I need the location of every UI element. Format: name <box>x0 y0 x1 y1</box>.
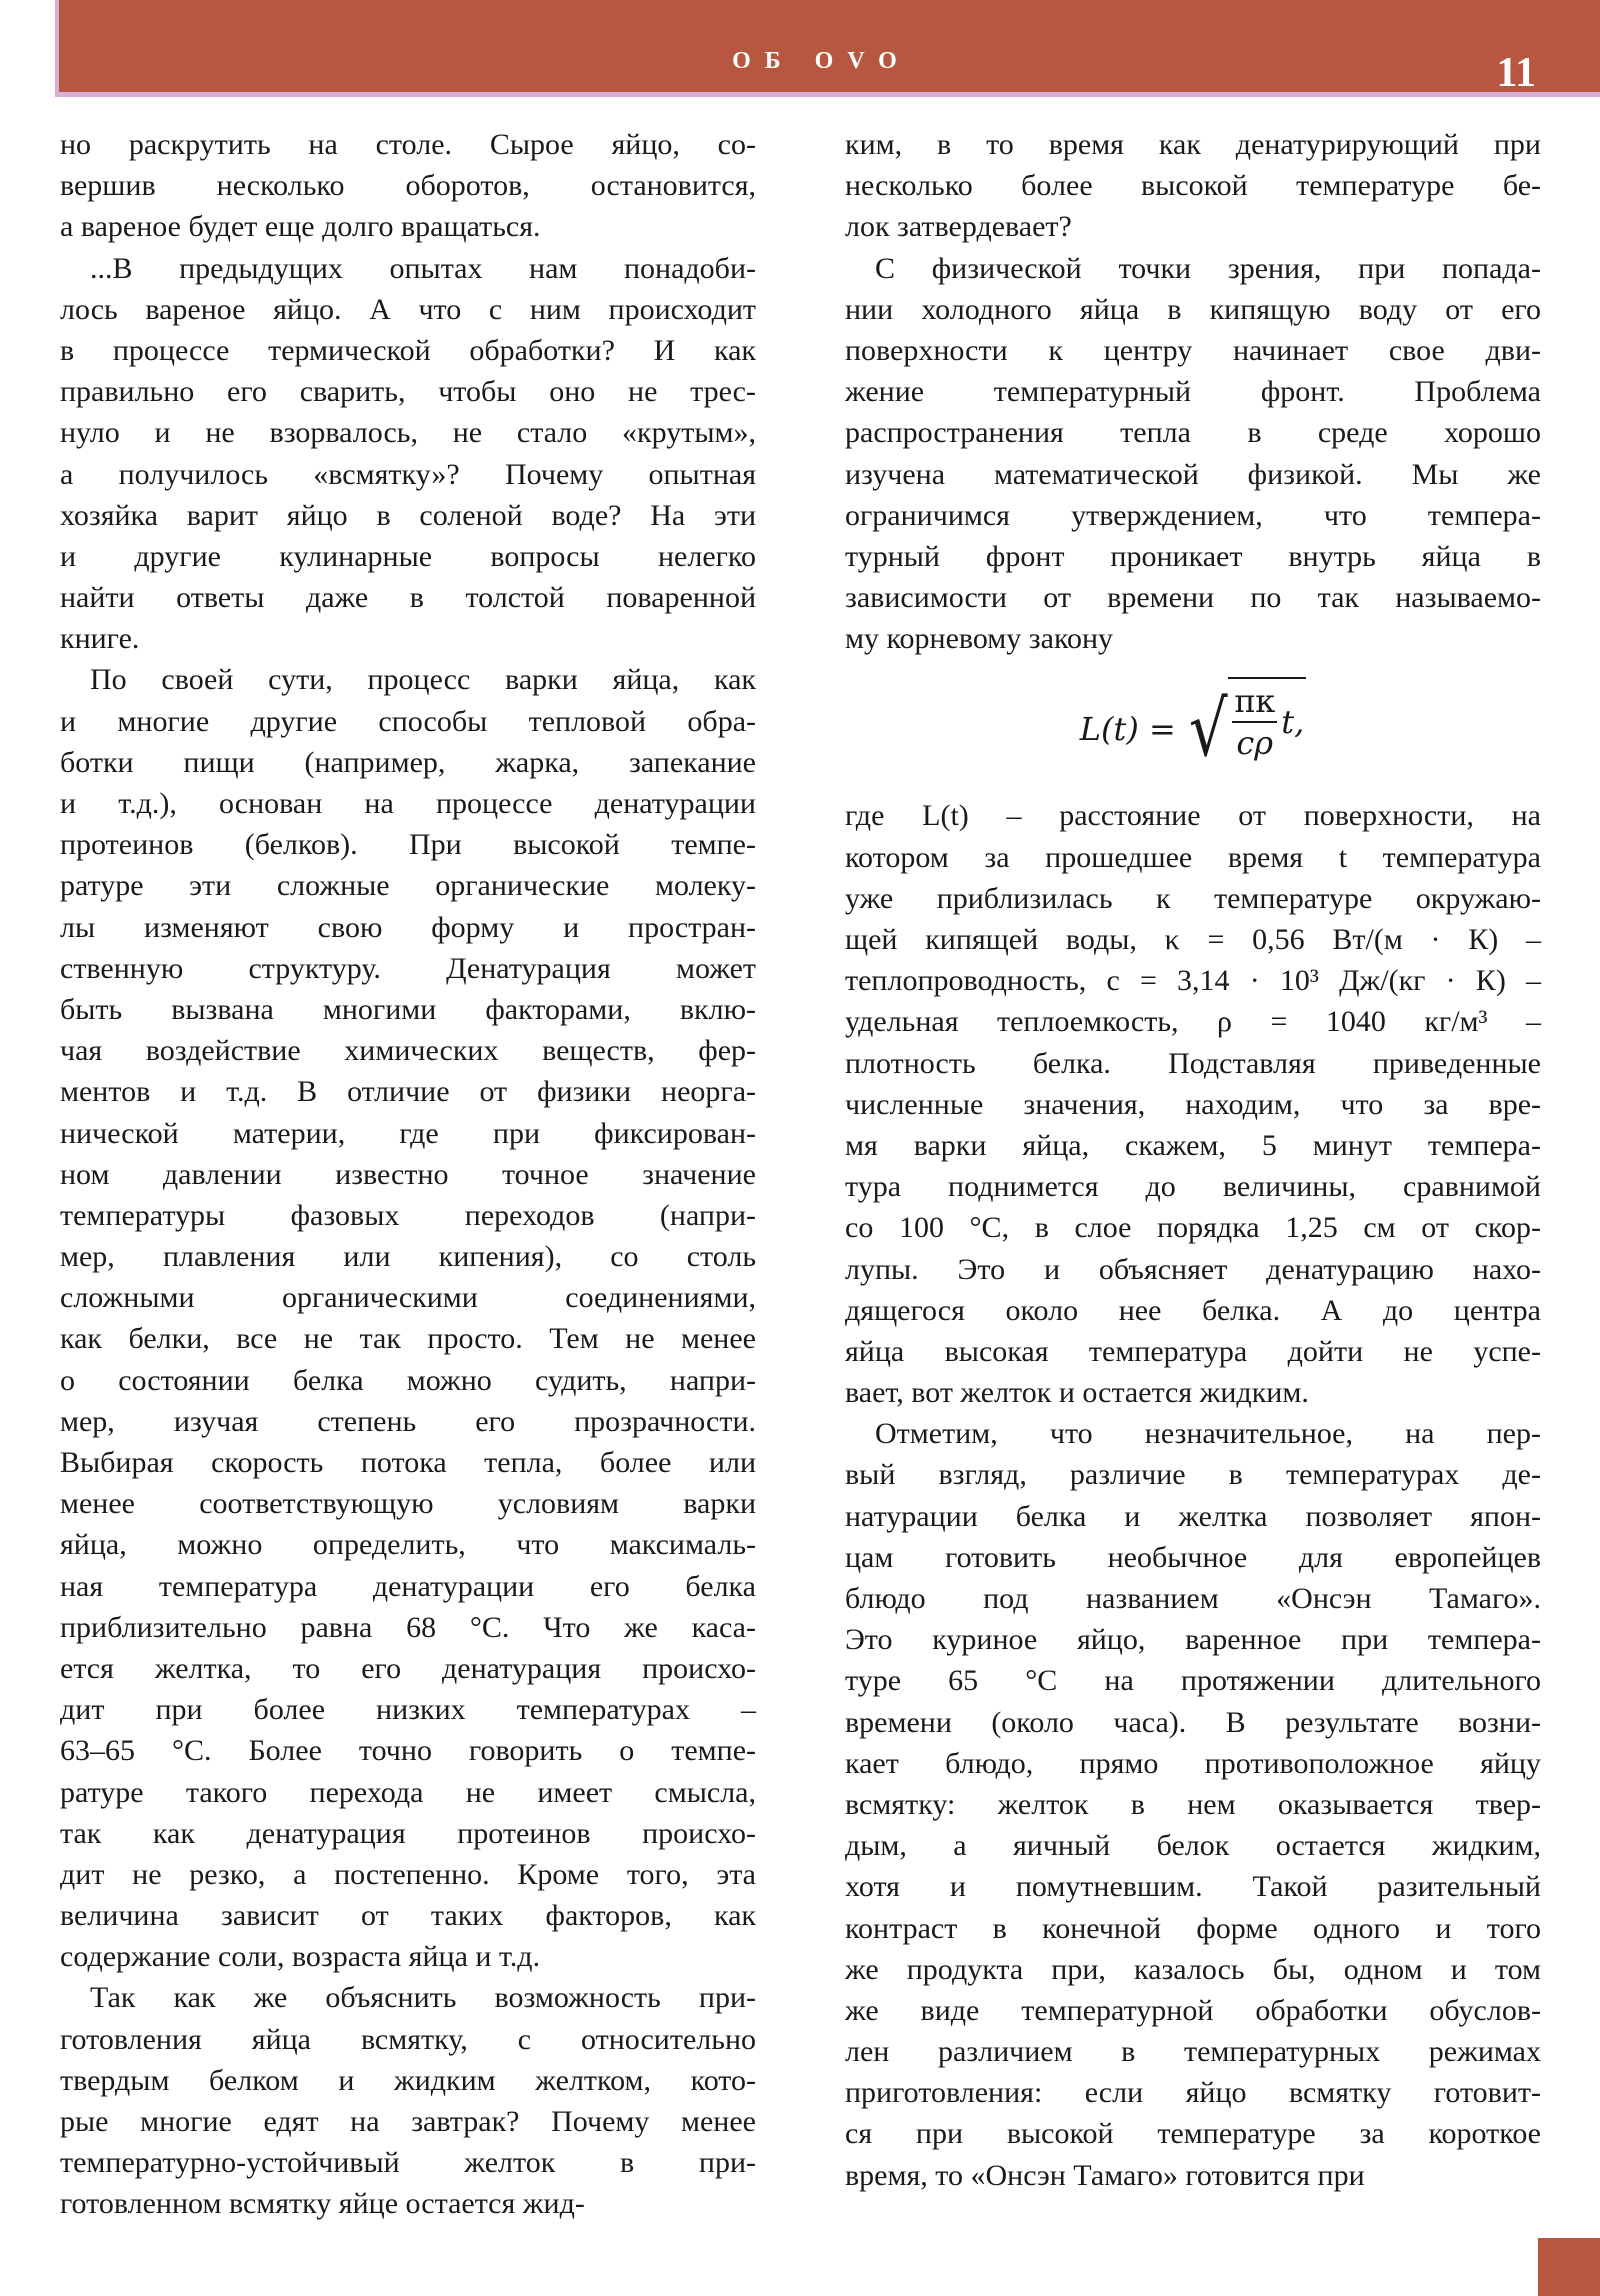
text-line: удельная теплоемкость, ρ = 1040 кг/м³ – <box>845 1005 1541 1039</box>
text-line: вый взгляд, различие в температурах де- <box>845 1458 1541 1492</box>
text-line: содержание соли, возраста яйца и т.д. <box>60 1940 541 1974</box>
text-line: нуло и не взорвалось, не стало «крутым», <box>60 416 756 450</box>
text-line: а получилось «всмятку»? Почему опытная <box>60 457 756 491</box>
text-line: так как денатурация протеинов происхо- <box>60 1816 756 1850</box>
text-line: щей кипящей воды, κ = 0,56 Вт/(м · К) – <box>845 923 1541 956</box>
fraction <box>1232 681 1277 763</box>
text-line: хотя и помутневшим. Такой разительный <box>845 1870 1541 1904</box>
text-line: нической материи, где при фиксирован- <box>60 1116 756 1150</box>
right-column <box>845 124 1541 2196</box>
header-band <box>55 0 1600 97</box>
text-line: температуры фазовых переходов (напри- <box>60 1198 756 1232</box>
text-line: со 100 °С, в слое порядка 1,25 см от скор- <box>845 1211 1541 1245</box>
text-line: ботки пищи (например, жарка, запекание <box>60 745 756 779</box>
running-title: ОБ OVO <box>732 48 911 74</box>
text-line: вершив несколько оборотов, остановится, <box>60 169 756 203</box>
text-line: Отметим, что незначительное, на пер- <box>875 1417 1541 1451</box>
text-line: жение температурный фронт. Проблема <box>845 375 1541 409</box>
page-number: 11 <box>1496 50 1536 96</box>
text-line: менее соответствующую условиям варки <box>60 1487 756 1521</box>
text-line: несколько более высокой температуре бе- <box>845 169 1541 203</box>
text-line: С физической точки зрения, при попада- <box>875 251 1541 285</box>
text-line: численные значения, находим, что за вре- <box>845 1087 1541 1121</box>
text-line: всмятку: желток в нем оказывается твер- <box>845 1787 1541 1821</box>
square-root <box>1184 682 1307 774</box>
text-line: быть вызвана многими факторами, вклю- <box>60 992 756 1026</box>
text-line: зависимости от времени по так называемо- <box>845 581 1541 615</box>
text-line: цам готовить необычное для европейцев <box>845 1540 1541 1574</box>
text-line: ким, в то время как денатурирующий при <box>845 128 1541 161</box>
text-line: ограничимся утверждением, что темпера- <box>845 498 1541 532</box>
left-column <box>60 124 756 2225</box>
text-line: му корневому закону <box>845 622 1114 656</box>
text-line: время, то «Онсэн Тамаго» готовится при <box>845 2158 1365 2192</box>
text-line: лы изменяют свою форму и простран- <box>60 910 756 944</box>
text-line: плотность белка. Подставляя приведенные <box>845 1046 1541 1080</box>
root-law-formula <box>845 665 1541 793</box>
formula-after: t, <box>1281 702 1305 741</box>
text-line: туре 65 °С на протяжении длительного <box>845 1664 1541 1698</box>
text-line: дящегося около нее белка. А до центра <box>845 1293 1541 1327</box>
text-line: правильно его сварить, чтобы оно не трес- <box>60 375 756 409</box>
text-line: ратуре эти сложные органические молеку- <box>60 869 756 903</box>
text-line: но раскрутить на столе. Сырое яйцо, со- <box>60 128 756 161</box>
text-line: в процессе термической обработки? И как <box>60 333 756 367</box>
text-line: времени (около часа). В результате возни- <box>845 1705 1541 1739</box>
text-line: натурации белка и желтка позволяет япон- <box>845 1499 1541 1533</box>
text-line: как белки, все не так просто. Тем не менее <box>60 1322 756 1356</box>
text-line: дым, а яичный белок остается жидким, <box>845 1829 1541 1863</box>
text-line: ...В предыдущих опытах нам понадоби- <box>90 251 756 285</box>
right-column-before-formula <box>845 124 1541 659</box>
text-line: и т.д.), основан на процессе денатурации <box>60 787 756 820</box>
text-line: лен различием в температурных режимах <box>845 2035 1541 2069</box>
text-line: же виде температурной обработки обуслов- <box>845 1993 1541 2027</box>
text-line: ратуре такого перехода не имеет смысла, <box>60 1775 756 1809</box>
text-line: же продукта при, казалось бы, одном и том <box>845 1952 1541 1986</box>
text-line: лупы. Это и объясняет денатурацию нахо- <box>845 1252 1541 1286</box>
fraction-numerator: πκ <box>1232 681 1277 723</box>
corner-decoration <box>1538 2238 1600 2296</box>
radicand <box>1228 677 1306 763</box>
text-line: а вареное будет еще долго вращаться. <box>60 210 541 244</box>
text-line: 63–65 °С. Более точно говорить о темпе- <box>60 1734 756 1768</box>
text-line: мер, плавления или кипения), со столь <box>60 1240 756 1274</box>
text-line: поверхности к центру начинает свое дви- <box>845 333 1541 367</box>
text-line: о состоянии белка можно судить, напри- <box>60 1363 756 1397</box>
text-line: Так как же объяснить возможность при- <box>90 1981 756 2015</box>
text-line: лось вареное яйцо. А что с ним происходит <box>60 292 756 326</box>
text-line: величина зависит от таких факторов, как <box>60 1899 756 1933</box>
text-line: чая воздействие химических веществ, фер- <box>60 1034 756 1068</box>
text-line: лок затвердевает? <box>845 210 1072 244</box>
text-line: готовленном всмятку яйце остается жид- <box>60 2187 585 2221</box>
text-line: температурно-устойчивый желток в при- <box>60 2146 756 2180</box>
text-line: ся при высокой температуре за короткое <box>845 2117 1541 2151</box>
text-line: ственную структуру. Денатурация может <box>60 951 756 985</box>
text-line: яйца, можно определить, что максималь- <box>60 1528 756 1562</box>
text-line: вает, вот желток и остается жидким. <box>845 1376 1309 1410</box>
fraction-denominator: cρ <box>1236 724 1274 763</box>
text-line: Выбирая скорость потока тепла, более или <box>60 1446 756 1479</box>
text-line: тура поднимется до величины, сравнимой <box>845 1170 1541 1204</box>
text-line: По своей сути, процесс варки яйца, как <box>90 663 756 697</box>
text-line: и другие кулинарные вопросы нелегко <box>60 539 756 573</box>
text-line: котором за прошедшее время t температура <box>845 840 1541 874</box>
text-line: ная температура денатурации его белка <box>60 1569 756 1603</box>
text-line: и многие другие способы тепловой обра- <box>60 704 756 738</box>
text-line: распространения тепла в среде хорошо <box>845 416 1541 450</box>
right-column-after-formula <box>845 795 1541 2195</box>
text-line: хозяйка варит яйцо в соленой воде? На эти <box>60 498 756 532</box>
text-line: Это куриное яйцо, варенное при темпера- <box>845 1623 1541 1657</box>
formula-lhs: L(t) = <box>1079 709 1176 748</box>
text-line: приблизительно равна 68 °С. Что же каса- <box>60 1610 756 1644</box>
text-line: блюдо под названием «Онсэн Тамаго». <box>845 1582 1541 1615</box>
text-line: турный фронт проникает внутрь яйца в <box>845 539 1541 573</box>
text-line: твердым белком и жидким желтком, кото- <box>60 2063 756 2097</box>
text-line: контраст в конечной форме одного и того <box>845 1911 1541 1945</box>
radical-sign-icon: √ <box>1188 684 1228 774</box>
text-line: теплопроводность, c = 3,14 · 10³ Дж/(кг · К) – <box>845 964 1541 998</box>
text-line: готовления яйца всмятку, с относительно <box>60 2022 756 2056</box>
text-line: нии холодного яйца в кипящую воду от его <box>845 292 1541 326</box>
text-line: дит не резко, а постепенно. Кроме того, эта <box>60 1857 756 1891</box>
text-line: книге. <box>60 622 140 656</box>
text-line: кает блюдо, прямо противоположное яйцу <box>845 1746 1541 1780</box>
text-line: яйца высокая температура дойти не успе- <box>845 1334 1541 1368</box>
text-line: ном давлении известно точное значение <box>60 1157 756 1191</box>
text-line: сложными органическими соединениями, <box>60 1281 756 1315</box>
text-line: приготовления: если яйцо всмятку готовит- <box>845 2076 1541 2110</box>
text-line: мя варки яйца, скажем, 5 минут темпера- <box>845 1128 1541 1162</box>
text-line: уже приблизилась к температуре окружаю- <box>845 881 1541 915</box>
text-line: протеинов (белков). При высокой темпе- <box>60 828 756 862</box>
text-line: найти ответы даже в толстой поваренной <box>60 581 756 615</box>
text-line: изучена математической физикой. Мы же <box>845 457 1541 491</box>
text-line: где L(t) – расстояние от поверхности, на <box>845 799 1541 833</box>
text-line: дит при более низких температурах – <box>60 1693 756 1727</box>
text-line: ментов и т.д. В отличие от физики неорга- <box>60 1075 756 1109</box>
text-line: рые многие едят на завтрак? Почему менее <box>60 2105 756 2138</box>
text-line: ется желтка, то его денатурация происхо- <box>60 1651 756 1685</box>
text-line: мер, изучая степень его прозрачности. <box>60 1404 756 1438</box>
